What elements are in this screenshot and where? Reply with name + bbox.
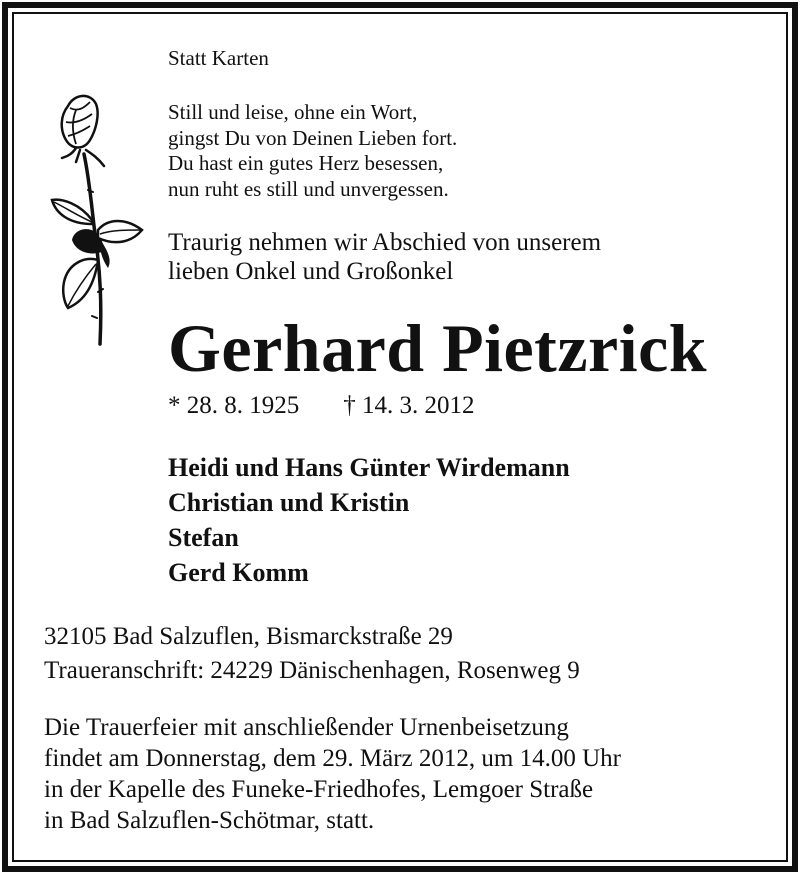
death-date: † 14. 3. 2012	[343, 392, 475, 419]
intro-text	[168, 228, 601, 286]
life-dates	[168, 390, 475, 422]
poem-line: Du hast ein gutes Herz besessen,	[168, 151, 444, 175]
header-statt-karten: Statt Karten	[168, 46, 269, 70]
service-line: Die Trauerfeier mit anschließender Urnenbeisetzung	[44, 714, 569, 741]
service-line: findet am Donnerstag, dem 29. März 2012, um 14.00 Uhr	[44, 745, 621, 772]
poem	[168, 100, 457, 202]
service-line: in der Kapelle des Funeke-Friedhofes, Lemgoer Straße	[44, 776, 594, 803]
poem-line: Still und leise, ohne ein Wort,	[168, 100, 418, 124]
poem-line: nun ruht es still und unvergessen.	[168, 176, 449, 201]
deceased-name: Gerhard Pietzrick	[168, 310, 708, 386]
mourner-name: Christian und Kristin	[168, 488, 410, 517]
poem-line: gingst Du von Deinen Lieben fort.	[168, 125, 458, 150]
address-line: 32105 Bad Salzuflen, Bismarckstraße 29	[44, 623, 453, 650]
service-line: in Bad Salzuflen-Schötmar, statt.	[44, 807, 375, 834]
intro-line: Traurig nehmen wir Abschied von unserem	[168, 229, 602, 256]
address-block	[44, 620, 580, 688]
address-line: Traueranschrift: 24229 Dänischenhagen, Rosenweg 9	[44, 657, 580, 684]
birth-date: * 28. 8. 1925	[168, 392, 300, 419]
service-info	[44, 712, 621, 836]
mourner-name: Gerd Komm	[168, 558, 309, 587]
mourner-name: Heidi und Hans Günter Wirdemann	[168, 453, 570, 482]
rose-icon	[46, 92, 146, 348]
mourner-name: Stefan	[168, 523, 239, 552]
intro-line: lieben Onkel und Großonkel	[168, 258, 454, 285]
mourners-list	[168, 450, 570, 590]
